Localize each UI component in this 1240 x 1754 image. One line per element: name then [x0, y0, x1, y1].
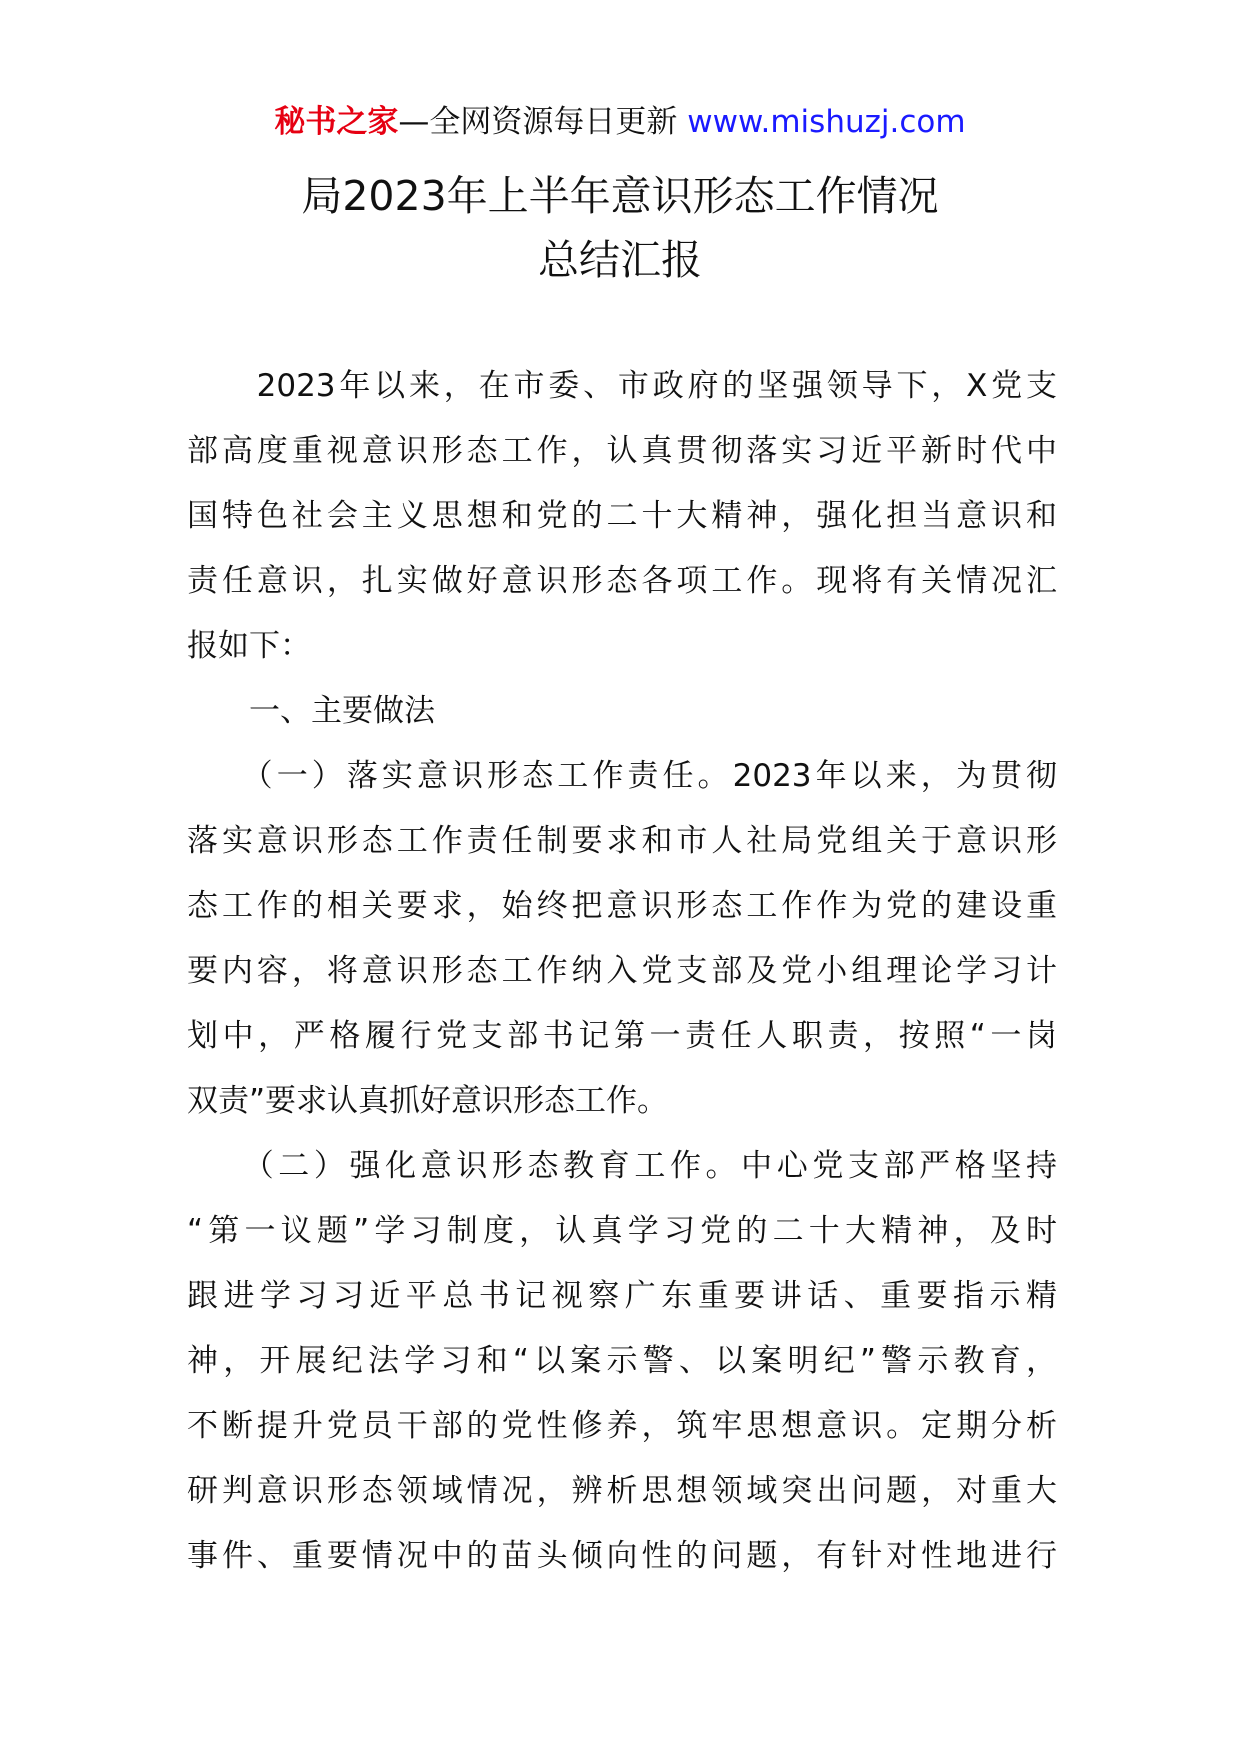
- site-url-link[interactable]: www.mishuzj.com: [687, 104, 966, 140]
- body-line: 划中，严格履行党支部书记第一责任人职责，按照“一岗: [187, 1018, 1057, 1054]
- body-line: 部高度重视意识形态工作，认真贯彻落实习近平新时代中: [187, 433, 1057, 469]
- body-line: 落实意识形态工作责任制要求和市人社局党组关于意识形: [187, 823, 1057, 859]
- body-line: 跟进学习习近平总书记视察广东重要讲话、重要指示精: [187, 1278, 1057, 1314]
- body-line: 态工作的相关要求，始终把意识形态工作作为党的建设重: [187, 888, 1057, 924]
- body-line: 国特色社会主义思想和党的二十大精神，强化担当意识和: [187, 498, 1057, 534]
- title-line-1: 局2023年上半年意识形态工作情况: [301, 172, 939, 220]
- body-line: 2023年以来，在市委、市政府的坚强领导下，X党支: [187, 368, 1057, 404]
- body-line: 责任意识，扎实做好意识形态各项工作。现将有关情况汇: [187, 563, 1057, 599]
- body-line: 双责”要求认真抓好意识形态工作。: [187, 1083, 669, 1119]
- header-tagline: —全网资源每日更新: [398, 104, 688, 140]
- body-line: “第一议题”学习制度，认真学习党的二十大精神，及时: [187, 1213, 1057, 1249]
- body-line: 要内容，将意识形态工作纳入党支部及党小组理论学习计: [187, 953, 1057, 989]
- brand-name: 秘书之家: [274, 104, 399, 140]
- document-body: [187, 354, 1057, 1589]
- body-line: 研判意识形态领域情况，辨析思想领域突出问题，对重大: [187, 1473, 1057, 1509]
- document-title: [0, 164, 1240, 292]
- title-line-2: 总结汇报: [538, 236, 702, 284]
- body-line: （二）强化意识形态教育工作。中心党支部严格坚持: [187, 1148, 1057, 1184]
- body-line: （一）落实意识形态工作责任。2023年以来，为贯彻: [187, 758, 1057, 794]
- body-line: 事件、重要情况中的苗头倾向性的问题，有针对性地进行: [187, 1538, 1057, 1574]
- site-header: [0, 102, 1240, 142]
- body-line: 不断提升党员干部的党性修养，筑牢思想意识。定期分析: [187, 1408, 1057, 1444]
- body-line: 报如下：: [187, 628, 311, 664]
- body-line: 神，开展纪法学习和“以案示警、以案明纪”警示教育，: [187, 1343, 1057, 1379]
- section-heading: 一、主要做法: [187, 693, 435, 729]
